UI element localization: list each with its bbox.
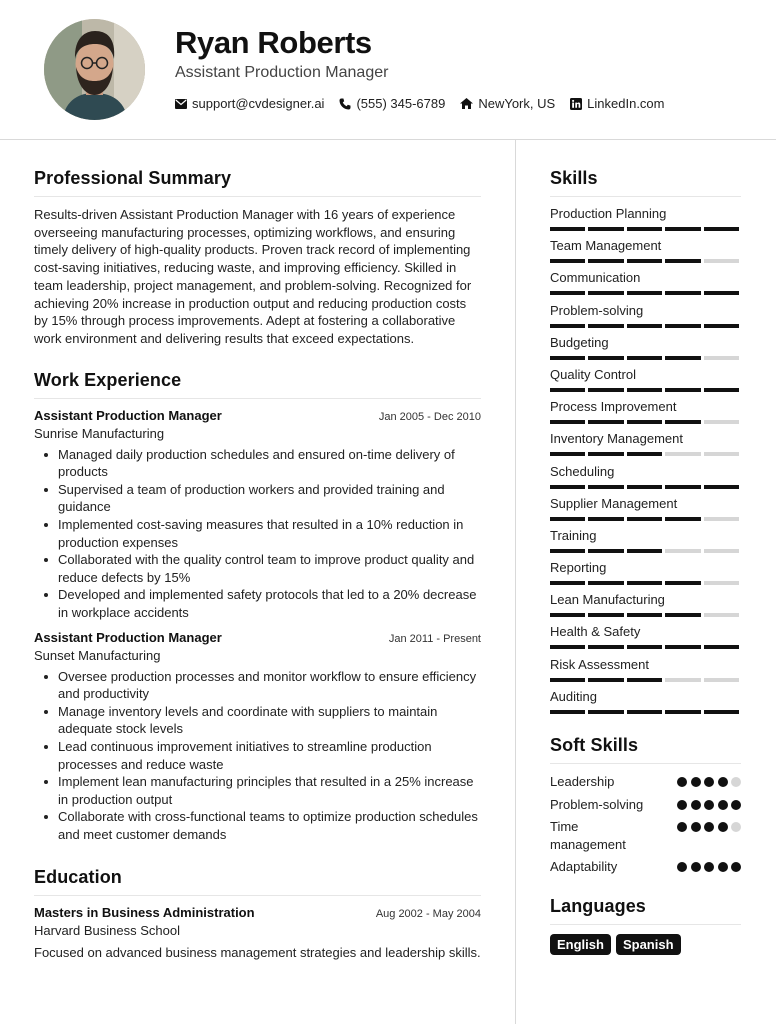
job-bullet: Developed and implemented safety protocols that led to a 20% decrease in workplace accidents (44, 586, 481, 621)
skill-level-segment (588, 678, 623, 682)
skill-item (550, 399, 741, 431)
skill-item (550, 624, 741, 656)
skill-level-segment (550, 227, 585, 231)
column-divider (515, 140, 516, 1024)
skill-level-segment (704, 388, 739, 392)
skills-heading: Skills (550, 168, 741, 197)
soft-skill-name: Leadership (550, 774, 615, 789)
profile-photo (44, 19, 145, 120)
skill-level-segment (550, 259, 585, 263)
contact-phone-text: (555) 345-6789 (356, 96, 446, 111)
job-bullet: Supervised a team of production workers and provided training and guidance (44, 481, 481, 516)
skill-level-segment (550, 678, 585, 682)
soft-skill-item (550, 796, 741, 814)
skill-level-segment (665, 710, 700, 714)
soft-skill-rating (677, 862, 741, 872)
skill-level-segment (588, 485, 623, 489)
candidate-name: Ryan Roberts (175, 25, 372, 60)
skill-level-segment (588, 710, 623, 714)
rating-dot (731, 800, 741, 810)
job-bullet: Collaborated with the quality control team to improve product quality and reduce defects by 15% (44, 551, 481, 586)
skill-level-segment (704, 485, 739, 489)
skill-level-bar (550, 485, 741, 489)
candidate-role: Assistant Production Manager (175, 64, 389, 81)
skill-item (550, 303, 741, 335)
contact-location-text: NewYork, US (478, 96, 556, 111)
skill-item (550, 335, 741, 367)
skill-name: Risk Assessment (550, 656, 649, 672)
rating-dot (704, 822, 714, 832)
skill-item (550, 528, 741, 560)
experience-section (34, 370, 481, 844)
rating-dot (677, 822, 687, 832)
rating-dot (677, 777, 687, 787)
skill-level-segment (627, 485, 662, 489)
rating-dot (718, 777, 728, 787)
skill-level-bar (550, 356, 741, 360)
skill-level-segment (550, 549, 585, 553)
skill-level-segment (588, 452, 623, 456)
skill-level-segment (550, 517, 585, 521)
phone-icon (339, 98, 351, 110)
skill-level-segment (627, 452, 662, 456)
main-column (34, 168, 481, 961)
rating-dot (704, 777, 714, 787)
skill-level-segment (627, 227, 662, 231)
skill-level-segment (704, 259, 739, 263)
skill-item (550, 367, 741, 399)
skill-level-segment (627, 549, 662, 553)
skill-level-segment (704, 645, 739, 649)
skill-level-segment (588, 356, 623, 360)
skill-level-segment (665, 613, 700, 617)
rating-dot (691, 822, 701, 832)
skill-name: Team Management (550, 238, 662, 254)
soft-skill-item (550, 773, 741, 791)
skill-level-segment (550, 645, 585, 649)
language-badge: English (550, 934, 611, 955)
summary-heading: Professional Summary (34, 168, 481, 197)
skill-level-bar (550, 227, 741, 231)
job-bullet: Managed daily production schedules and ensured on-time delivery of products (44, 446, 481, 481)
contact-phone[interactable] (339, 96, 445, 111)
skill-level-segment (588, 324, 623, 328)
skill-level-segment (627, 710, 662, 714)
skill-level-segment (550, 291, 585, 295)
skill-level-bar (550, 581, 741, 585)
rating-dot (718, 822, 728, 832)
skill-level-segment (665, 452, 700, 456)
job-dates: Jan 2005 - Dec 2010 (378, 410, 481, 423)
skill-item (550, 238, 741, 270)
skill-level-segment (588, 613, 623, 617)
skill-name: Reporting (550, 560, 607, 576)
soft-skill-rating (677, 822, 741, 832)
skill-level-segment (550, 420, 585, 424)
languages-section (550, 896, 741, 955)
skill-level-segment (588, 388, 623, 392)
skill-level-segment (627, 324, 662, 328)
contact-linkedin-text: LinkedIn.com (587, 96, 665, 111)
skill-name: Scheduling (550, 463, 615, 479)
home-icon (460, 98, 473, 109)
job-bullets (34, 446, 481, 622)
job-title: Assistant Production Manager (34, 629, 222, 645)
skill-level-segment (550, 710, 585, 714)
rating-dot (677, 800, 687, 810)
job-bullet: Oversee production processes and monitor workflow to ensure efficiency and productivity (44, 668, 481, 703)
skill-level-bar (550, 291, 741, 295)
skill-item (550, 560, 741, 592)
summary-section (34, 168, 481, 348)
soft-skill-item (550, 818, 741, 853)
skill-level-segment (627, 291, 662, 295)
job-bullet: Lead continuous improvement initiatives to streamline production processes and reduce waste (44, 738, 481, 773)
skill-level-segment (550, 485, 585, 489)
job-bullet: Collaborate with cross-functional teams to optimize production schedules and meet customer demands (44, 808, 481, 843)
skill-name: Budgeting (550, 334, 609, 350)
skill-level-segment (550, 388, 585, 392)
skill-level-segment (704, 324, 739, 328)
contact-linkedin[interactable] (570, 96, 664, 111)
skill-name: Quality Control (550, 366, 636, 382)
skill-name: Lean Manufacturing (550, 592, 665, 608)
skill-level-segment (627, 388, 662, 392)
job-bullet: Implement lean manufacturing principles that resulted in a 25% increase in production output (44, 773, 481, 808)
skill-level-bar (550, 388, 741, 392)
job-title: Assistant Production Manager (34, 407, 222, 423)
skill-level-segment (704, 291, 739, 295)
rating-dot (704, 800, 714, 810)
skill-level-segment (704, 420, 739, 424)
skill-level-segment (665, 645, 700, 649)
skill-item (550, 592, 741, 624)
rating-dot (731, 822, 741, 832)
skill-level-segment (704, 613, 739, 617)
education-heading: Education (34, 867, 481, 896)
job-entry (34, 630, 481, 844)
skill-name: Problem-solving (550, 302, 644, 318)
soft-skill-name: Adaptability (550, 859, 618, 874)
rating-dot (731, 777, 741, 787)
skill-level-segment (550, 356, 585, 360)
skill-level-segment (588, 517, 623, 521)
skill-level-bar (550, 613, 741, 617)
skill-level-segment (588, 549, 623, 553)
rating-dot (704, 862, 714, 872)
skill-level-bar (550, 517, 741, 521)
soft-skills-list (550, 773, 741, 876)
linkedin-icon (570, 98, 582, 110)
skill-level-segment (550, 581, 585, 585)
skill-level-segment (627, 645, 662, 649)
rating-dot (731, 862, 741, 872)
education-entry (34, 905, 481, 962)
contact-email-text: support@cvdesigner.ai (192, 96, 325, 111)
rating-dot (677, 862, 687, 872)
job-dates: Jan 2011 - Present (388, 632, 481, 645)
summary-text: Results-driven Assistant Production Manager with 16 years of experience overseeing manufacturing processes, optimizing workflows, and ensuring timely delivery of high-quality products. Proven track record of implementing cost-saving initiatives, reducing waste, and improving efficiency. Skilled in team leadership, project management, and problem-solving. Recognized for achieving 20% increase in production output and reducing production costs by 15% through process improvements. Adept at fostering a collaborative work environment and delivering results that exceed expectations. (34, 207, 472, 346)
skill-name: Training (550, 527, 597, 543)
languages-list (550, 934, 741, 955)
avatar-image-icon (44, 19, 145, 120)
skill-item (550, 206, 741, 238)
soft-skill-rating (677, 777, 741, 787)
contact-location[interactable] (460, 96, 555, 111)
skill-level-segment (665, 485, 700, 489)
soft-skill-rating (677, 800, 741, 810)
skill-item (550, 464, 741, 496)
skill-name: Health & Safety (550, 624, 641, 640)
skill-level-bar (550, 259, 741, 263)
skill-level-segment (704, 549, 739, 553)
skill-level-segment (704, 517, 739, 521)
job-bullets (34, 668, 481, 844)
skill-level-segment (665, 549, 700, 553)
resume-header (0, 0, 776, 140)
skill-level-segment (704, 452, 739, 456)
skill-level-segment (627, 259, 662, 263)
skill-level-segment (704, 678, 739, 682)
skill-level-segment (665, 291, 700, 295)
skill-level-bar (550, 324, 741, 328)
education-dates: Aug 2002 - May 2004 (375, 907, 481, 920)
skill-level-segment (704, 710, 739, 714)
skill-item (550, 496, 741, 528)
skill-name: Production Planning (550, 206, 667, 221)
envelope-icon (175, 99, 187, 109)
job-entry (34, 408, 481, 622)
skill-level-segment (550, 324, 585, 328)
language-badge: Spanish (616, 934, 681, 955)
skill-item (550, 270, 741, 302)
skill-level-segment (588, 581, 623, 585)
skill-level-segment (665, 388, 700, 392)
skill-level-segment (588, 420, 623, 424)
skill-name: Communication (550, 270, 641, 286)
rating-dot (718, 862, 728, 872)
skill-level-segment (627, 420, 662, 424)
soft-skill-name: Problem-solving (550, 796, 644, 812)
skills-section (550, 168, 741, 721)
soft-skill-item (550, 858, 741, 876)
skill-level-segment (704, 227, 739, 231)
skill-level-segment (665, 356, 700, 360)
skill-level-segment (665, 227, 700, 231)
skill-level-bar (550, 452, 741, 456)
skill-level-segment (627, 356, 662, 360)
skill-level-segment (588, 645, 623, 649)
languages-heading: Languages (550, 896, 741, 925)
rating-dot (691, 862, 701, 872)
skill-level-segment (627, 517, 662, 521)
rating-dot (718, 800, 728, 810)
rating-dot (691, 800, 701, 810)
soft-skill-name: Time management (550, 819, 626, 852)
job-company: Sunset Manufacturing (34, 647, 161, 663)
contact-row (175, 96, 680, 111)
soft-skills-heading: Soft Skills (550, 735, 741, 764)
education-description: Focused on advanced business management strategies and leadership skills. (34, 944, 481, 960)
side-column (550, 168, 741, 955)
skill-level-segment (588, 291, 623, 295)
job-company: Sunrise Manufacturing (34, 425, 165, 441)
skill-level-segment (627, 581, 662, 585)
rating-dot (691, 777, 701, 787)
skills-list (550, 206, 741, 721)
degree-title: Masters in Business Administration (34, 904, 255, 920)
skill-level-bar (550, 710, 741, 714)
skill-name: Auditing (550, 688, 597, 704)
skill-level-bar (550, 420, 741, 424)
skill-level-segment (665, 678, 700, 682)
skill-level-segment (550, 452, 585, 456)
job-bullet: Manage inventory levels and coordinate with suppliers to maintain adequate stock levels (44, 703, 481, 738)
education-section (34, 867, 481, 962)
skill-level-segment (588, 259, 623, 263)
contact-email[interactable] (175, 96, 324, 111)
skill-item (550, 657, 741, 689)
skill-level-segment (665, 581, 700, 585)
job-bullet: Implemented cost-saving measures that resulted in a 10% reduction in production expenses (44, 516, 481, 551)
experience-heading: Work Experience (34, 370, 481, 399)
soft-skills-section (550, 735, 741, 876)
skill-level-segment (627, 678, 662, 682)
skill-level-segment (550, 613, 585, 617)
skill-item (550, 431, 741, 463)
skill-name: Inventory Management (550, 431, 683, 447)
skill-level-segment (588, 227, 623, 231)
skill-level-segment (665, 324, 700, 328)
skill-item (550, 689, 741, 721)
skill-level-bar (550, 678, 741, 682)
skill-name: Process Improvement (550, 399, 677, 415)
skill-level-bar (550, 549, 741, 553)
skill-level-segment (704, 356, 739, 360)
skill-level-segment (627, 613, 662, 617)
skill-level-segment (665, 420, 700, 424)
skill-level-segment (704, 581, 739, 585)
school-name: Harvard Business School (34, 922, 180, 938)
skill-level-segment (665, 259, 700, 263)
skill-name: Supplier Management (550, 495, 678, 511)
skill-level-segment (665, 517, 700, 521)
skill-level-bar (550, 645, 741, 649)
